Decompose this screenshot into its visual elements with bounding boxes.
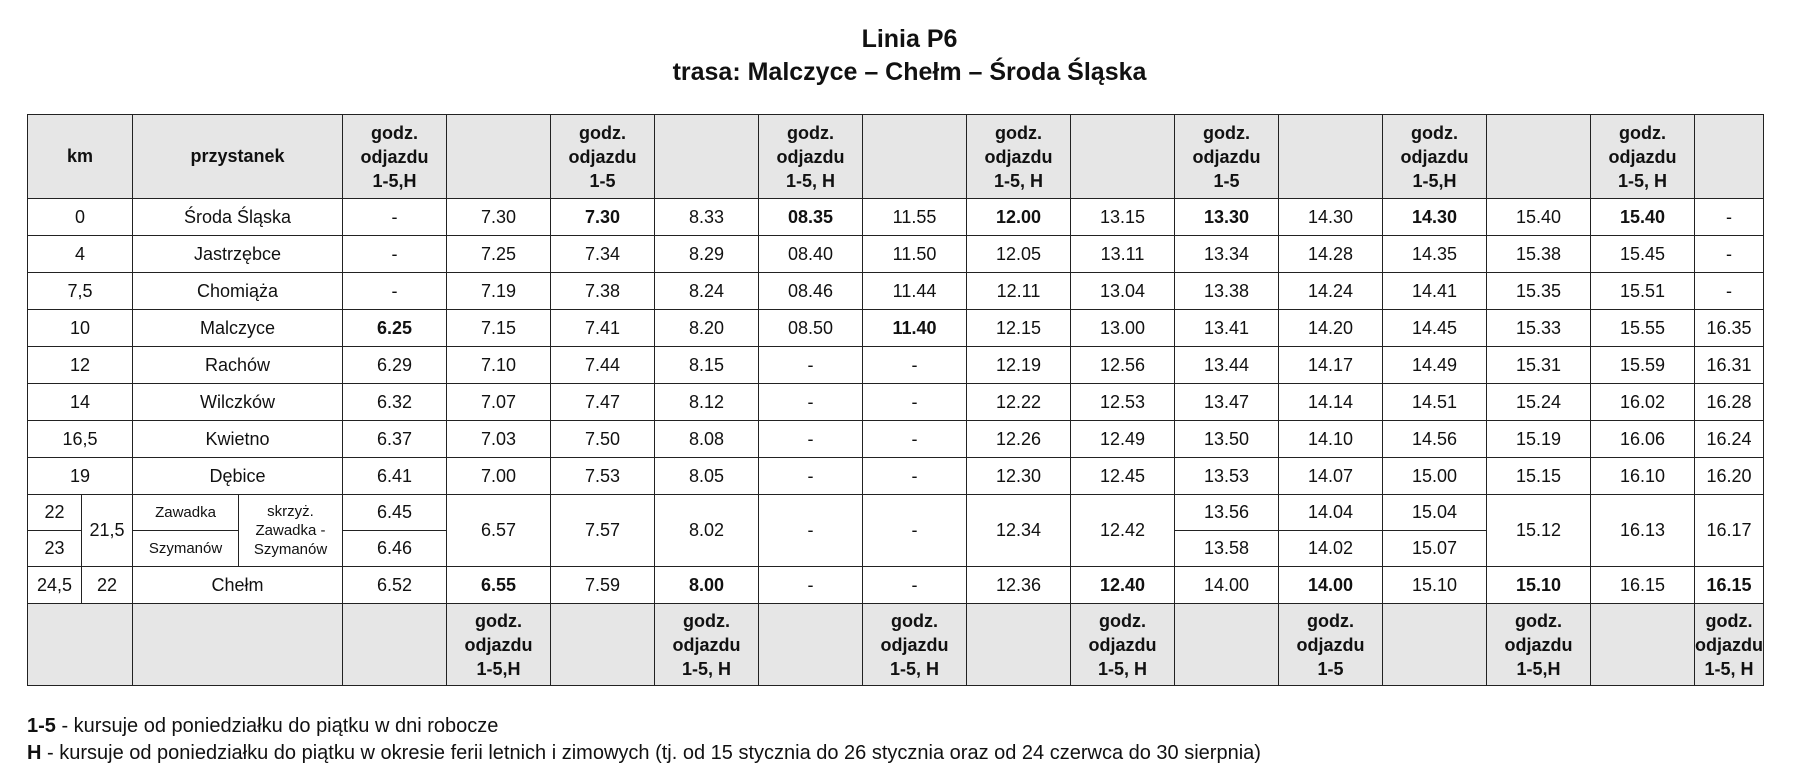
table-row bbox=[28, 458, 1764, 495]
time-cell: 6.37 bbox=[343, 421, 447, 458]
header-col-3: godz. odjazdu 1-5 bbox=[551, 115, 655, 199]
time-cell: 15.45 bbox=[1591, 236, 1695, 273]
km-cell: 14 bbox=[28, 384, 133, 421]
time-cell: - bbox=[1695, 236, 1764, 273]
table-row bbox=[28, 199, 1764, 236]
stop-cell: Jastrzębce bbox=[133, 236, 343, 273]
km-header: km bbox=[28, 115, 133, 199]
time-cell: - bbox=[759, 495, 863, 567]
time-cell: 6.52 bbox=[343, 567, 447, 604]
time-cell: 8.33 bbox=[655, 199, 759, 236]
time-cell: 08.50 bbox=[759, 310, 863, 347]
legend-text: - kursuje od poniedziałku do piątku w okresie ferii letnich i zimowych (tj. od 15 stycznia do 26 stycznia oraz od 24 czerwca do 30 sierpnia) bbox=[41, 742, 1261, 764]
time-cell: 7.53 bbox=[551, 458, 655, 495]
legend-text: - kursuje od poniedziałku do piątku w dni robocze bbox=[55, 715, 499, 737]
time-cell: 13.44 bbox=[1175, 347, 1279, 384]
time-cell: 11.44 bbox=[863, 273, 967, 310]
time-cell: 8.12 bbox=[655, 384, 759, 421]
time-cell: 8.02 bbox=[655, 495, 759, 567]
time-cell: 14.07 bbox=[1279, 458, 1383, 495]
time-cell: 14.17 bbox=[1279, 347, 1383, 384]
time-cell: 15.24 bbox=[1487, 384, 1591, 421]
time-cell: 7.50 bbox=[551, 421, 655, 458]
time-cell: 8.08 bbox=[655, 421, 759, 458]
footer-col-12: godz. odjazdu 1-5,H bbox=[1487, 604, 1591, 686]
legend-line-2 bbox=[27, 740, 1261, 766]
time-cell: 16.02 bbox=[1591, 384, 1695, 421]
time-cell: 8.29 bbox=[655, 236, 759, 273]
time-cell: 14.00 bbox=[1279, 567, 1383, 604]
footer-empty bbox=[133, 604, 343, 686]
time-cell: - bbox=[863, 567, 967, 604]
header-col-5: godz. odjazdu 1-5, H bbox=[759, 115, 863, 199]
time-cell: - bbox=[863, 458, 967, 495]
time-cell: 15.51 bbox=[1591, 273, 1695, 310]
time-cell: - bbox=[343, 236, 447, 273]
time-cell: - bbox=[863, 384, 967, 421]
stop-cell: Chełm bbox=[133, 567, 343, 604]
time-cell: 14.51 bbox=[1383, 384, 1487, 421]
time-cell: 6.32 bbox=[343, 384, 447, 421]
legend-line-1 bbox=[27, 713, 498, 739]
time-cell: 13.47 bbox=[1175, 384, 1279, 421]
time-cell: 15.31 bbox=[1487, 347, 1591, 384]
km-cell: 0 bbox=[28, 199, 133, 236]
stop-cell: Chomiąża bbox=[133, 273, 343, 310]
footer-col-2: godz. odjazdu 1-5,H bbox=[447, 604, 551, 686]
km-cell: 24,5 bbox=[28, 567, 82, 604]
stop-cell: Środa Śląska bbox=[133, 199, 343, 236]
time-cell: 14.02 bbox=[1279, 531, 1383, 567]
footer-col-1 bbox=[343, 604, 447, 686]
time-cell: 15.40 bbox=[1487, 199, 1591, 236]
time-cell: 08.35 bbox=[759, 199, 863, 236]
time-cell: 7.25 bbox=[447, 236, 551, 273]
time-cell: 12.22 bbox=[967, 384, 1071, 421]
time-cell: 11.40 bbox=[863, 310, 967, 347]
time-cell: 7.59 bbox=[551, 567, 655, 604]
junction-cell: skrzyż. Zawadka - Szymanów bbox=[239, 495, 343, 567]
table-row-chelm bbox=[28, 567, 1764, 604]
time-cell: 16.15 bbox=[1695, 567, 1764, 604]
time-cell: 12.53 bbox=[1071, 384, 1175, 421]
footer-col-5 bbox=[759, 604, 863, 686]
footer-col-4: godz. odjazdu 1-5, H bbox=[655, 604, 759, 686]
legend-key: H bbox=[27, 742, 42, 764]
footer-col-8: godz. odjazdu 1-5, H bbox=[1071, 604, 1175, 686]
time-cell: 7.03 bbox=[447, 421, 551, 458]
time-cell: 13.30 bbox=[1175, 199, 1279, 236]
time-cell: 7.57 bbox=[551, 495, 655, 567]
table-row bbox=[28, 273, 1764, 310]
time-cell: 08.40 bbox=[759, 236, 863, 273]
time-cell: - bbox=[1695, 273, 1764, 310]
time-cell: 14.20 bbox=[1279, 310, 1383, 347]
stop-cell: Zawadka bbox=[133, 495, 239, 531]
time-cell: 8.05 bbox=[655, 458, 759, 495]
time-cell: 15.19 bbox=[1487, 421, 1591, 458]
time-cell: 15.10 bbox=[1487, 567, 1591, 604]
page-subtitle: trasa: Malczyce – Chełm – Środa Śląska bbox=[672, 58, 1147, 86]
header-col-12 bbox=[1487, 115, 1591, 199]
time-cell: 14.24 bbox=[1279, 273, 1383, 310]
time-cell: 13.38 bbox=[1175, 273, 1279, 310]
stop-cell: Wilczków bbox=[133, 384, 343, 421]
stop-header: przystanek bbox=[133, 115, 343, 199]
time-cell: 16.15 bbox=[1591, 567, 1695, 604]
km-cell: 16,5 bbox=[28, 421, 133, 458]
footer-col-11 bbox=[1383, 604, 1487, 686]
time-cell: - bbox=[759, 421, 863, 458]
table-row bbox=[28, 236, 1764, 273]
header-col-13: godz. odjazdu 1-5, H bbox=[1591, 115, 1695, 199]
time-cell: 7.38 bbox=[551, 273, 655, 310]
time-cell: 12.11 bbox=[967, 273, 1071, 310]
stop-cell: Rachów bbox=[133, 347, 343, 384]
time-cell: - bbox=[863, 495, 967, 567]
time-cell: 7.34 bbox=[551, 236, 655, 273]
time-cell: 13.53 bbox=[1175, 458, 1279, 495]
time-cell: 7.10 bbox=[447, 347, 551, 384]
footer-col-13 bbox=[1591, 604, 1695, 686]
time-cell: 14.41 bbox=[1383, 273, 1487, 310]
time-cell: 13.56 bbox=[1175, 495, 1279, 531]
time-cell: 12.30 bbox=[967, 458, 1071, 495]
time-cell: 11.50 bbox=[863, 236, 967, 273]
legend-key: 1-5 bbox=[27, 715, 56, 737]
time-cell: 15.33 bbox=[1487, 310, 1591, 347]
km-cell: 12 bbox=[28, 347, 133, 384]
time-cell: 6.29 bbox=[343, 347, 447, 384]
time-cell: 14.30 bbox=[1279, 199, 1383, 236]
stop-cell: Malczyce bbox=[133, 310, 343, 347]
time-cell: 8.15 bbox=[655, 347, 759, 384]
time-cell: 12.42 bbox=[1071, 495, 1175, 567]
time-cell: 12.00 bbox=[967, 199, 1071, 236]
time-cell: 7.07 bbox=[447, 384, 551, 421]
time-cell: 13.11 bbox=[1071, 236, 1175, 273]
time-cell: 6.41 bbox=[343, 458, 447, 495]
time-cell: 14.10 bbox=[1279, 421, 1383, 458]
time-cell: 13.00 bbox=[1071, 310, 1175, 347]
header-col-1: godz. odjazdu 1-5,H bbox=[343, 115, 447, 199]
table-row-zawadka bbox=[28, 495, 1764, 531]
time-cell: 7.19 bbox=[447, 273, 551, 310]
time-cell: - bbox=[863, 347, 967, 384]
header-col-4 bbox=[655, 115, 759, 199]
time-cell: - bbox=[343, 199, 447, 236]
time-cell: 14.00 bbox=[1175, 567, 1279, 604]
table-row bbox=[28, 347, 1764, 384]
time-cell: 7.00 bbox=[447, 458, 551, 495]
time-cell: 12.45 bbox=[1071, 458, 1175, 495]
time-cell: 14.45 bbox=[1383, 310, 1487, 347]
km-cell: 22 bbox=[28, 495, 82, 531]
time-cell: 15.59 bbox=[1591, 347, 1695, 384]
footer-col-6: godz. odjazdu 1-5, H bbox=[863, 604, 967, 686]
time-cell: 12.15 bbox=[967, 310, 1071, 347]
header-row bbox=[28, 115, 1764, 199]
time-cell: 6.57 bbox=[447, 495, 551, 567]
time-cell: 14.56 bbox=[1383, 421, 1487, 458]
time-cell: 13.41 bbox=[1175, 310, 1279, 347]
time-cell: 13.50 bbox=[1175, 421, 1279, 458]
time-cell: 15.10 bbox=[1383, 567, 1487, 604]
header-col-9: godz. odjazdu 1-5 bbox=[1175, 115, 1279, 199]
time-cell: 12.05 bbox=[967, 236, 1071, 273]
header-col-2 bbox=[447, 115, 551, 199]
time-cell: 14.49 bbox=[1383, 347, 1487, 384]
timetable bbox=[27, 114, 1764, 686]
time-cell: 7.41 bbox=[551, 310, 655, 347]
time-cell: 8.24 bbox=[655, 273, 759, 310]
time-cell: 7.47 bbox=[551, 384, 655, 421]
km-cell: 4 bbox=[28, 236, 133, 273]
time-cell: 15.55 bbox=[1591, 310, 1695, 347]
time-cell: 6.55 bbox=[447, 567, 551, 604]
time-cell: 16.17 bbox=[1695, 495, 1764, 567]
time-cell: - bbox=[759, 567, 863, 604]
time-cell: - bbox=[759, 384, 863, 421]
time-cell: 12.40 bbox=[1071, 567, 1175, 604]
stop-cell: Kwietno bbox=[133, 421, 343, 458]
time-cell: 7.44 bbox=[551, 347, 655, 384]
time-cell: - bbox=[1695, 199, 1764, 236]
time-cell: 6.45 bbox=[343, 495, 447, 531]
km-cell: 22 bbox=[82, 567, 133, 604]
km-cell: 19 bbox=[28, 458, 133, 495]
header-col-7: godz. odjazdu 1-5, H bbox=[967, 115, 1071, 199]
time-cell: 13.58 bbox=[1175, 531, 1279, 567]
time-cell: 7.15 bbox=[447, 310, 551, 347]
time-cell: 14.30 bbox=[1383, 199, 1487, 236]
time-cell: 15.00 bbox=[1383, 458, 1487, 495]
table-row bbox=[28, 421, 1764, 458]
time-cell: 16.24 bbox=[1695, 421, 1764, 458]
footer-empty bbox=[28, 604, 133, 686]
time-cell: 14.14 bbox=[1279, 384, 1383, 421]
stop-cell: Szymanów bbox=[133, 531, 239, 567]
stop-cell: Dębice bbox=[133, 458, 343, 495]
km-cell: 23 bbox=[28, 531, 82, 567]
header-col-6 bbox=[863, 115, 967, 199]
time-cell: 14.28 bbox=[1279, 236, 1383, 273]
time-cell: 11.55 bbox=[863, 199, 967, 236]
km-cell: 21,5 bbox=[82, 495, 133, 567]
footer-row bbox=[28, 604, 1764, 686]
time-cell: 16.35 bbox=[1695, 310, 1764, 347]
time-cell: 12.36 bbox=[967, 567, 1071, 604]
time-cell: 15.12 bbox=[1487, 495, 1591, 567]
time-cell: 15.40 bbox=[1591, 199, 1695, 236]
time-cell: 8.00 bbox=[655, 567, 759, 604]
time-cell: 14.04 bbox=[1279, 495, 1383, 531]
time-cell: 7.30 bbox=[447, 199, 551, 236]
footer-col-14: godz. odjazdu 1-5, H bbox=[1695, 604, 1764, 686]
footer-col-7 bbox=[967, 604, 1071, 686]
time-cell: 7.30 bbox=[551, 199, 655, 236]
header-col-8 bbox=[1071, 115, 1175, 199]
time-cell: 8.20 bbox=[655, 310, 759, 347]
time-cell: 16.28 bbox=[1695, 384, 1764, 421]
time-cell: 6.25 bbox=[343, 310, 447, 347]
table-row bbox=[28, 384, 1764, 421]
time-cell: 15.38 bbox=[1487, 236, 1591, 273]
time-cell: - bbox=[863, 421, 967, 458]
time-cell: 14.35 bbox=[1383, 236, 1487, 273]
time-cell: 16.20 bbox=[1695, 458, 1764, 495]
time-cell: 13.15 bbox=[1071, 199, 1175, 236]
time-cell: 16.10 bbox=[1591, 458, 1695, 495]
time-cell: - bbox=[343, 273, 447, 310]
footer-col-10: godz. odjazdu 1-5 bbox=[1279, 604, 1383, 686]
time-cell: 12.49 bbox=[1071, 421, 1175, 458]
time-cell: 12.26 bbox=[967, 421, 1071, 458]
time-cell: 16.06 bbox=[1591, 421, 1695, 458]
time-cell: 15.15 bbox=[1487, 458, 1591, 495]
time-cell: 12.19 bbox=[967, 347, 1071, 384]
km-cell: 7,5 bbox=[28, 273, 133, 310]
page-title: Linia P6 bbox=[861, 25, 958, 53]
time-cell: - bbox=[759, 347, 863, 384]
time-cell: 12.34 bbox=[967, 495, 1071, 567]
time-cell: 13.04 bbox=[1071, 273, 1175, 310]
time-cell: 12.56 bbox=[1071, 347, 1175, 384]
km-cell: 10 bbox=[28, 310, 133, 347]
time-cell: 16.31 bbox=[1695, 347, 1764, 384]
time-cell: 15.35 bbox=[1487, 273, 1591, 310]
table-row bbox=[28, 310, 1764, 347]
header-col-14 bbox=[1695, 115, 1764, 199]
header-col-10 bbox=[1279, 115, 1383, 199]
time-cell: 13.34 bbox=[1175, 236, 1279, 273]
time-cell: 15.04 bbox=[1383, 495, 1487, 531]
time-cell: 6.46 bbox=[343, 531, 447, 567]
time-cell: 16.13 bbox=[1591, 495, 1695, 567]
time-cell: 08.46 bbox=[759, 273, 863, 310]
time-cell: 15.07 bbox=[1383, 531, 1487, 567]
time-cell: - bbox=[759, 458, 863, 495]
footer-col-3 bbox=[551, 604, 655, 686]
footer-col-9 bbox=[1175, 604, 1279, 686]
header-col-11: godz. odjazdu 1-5,H bbox=[1383, 115, 1487, 199]
